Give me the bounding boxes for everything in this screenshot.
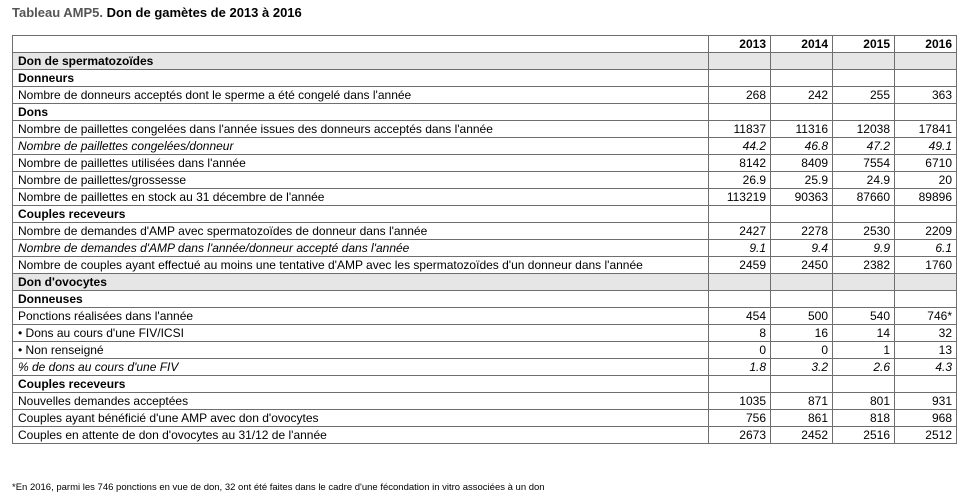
row-label: Nombre de paillettes congelées/donneur [13,138,709,155]
value-cell: 500 [771,308,833,325]
empty-cell [895,70,957,87]
year-header: 2015 [833,36,895,53]
empty-cell [709,206,771,223]
value-cell: 12038 [833,121,895,138]
value-cell: 2452 [771,427,833,444]
footnote: *En 2016, parmi les 746 ponctions en vue de don, 32 ont été faites dans le cadre d'une fécondation in vitro associées à un don [12,482,545,493]
value-cell: 8 [709,325,771,342]
row-label: Nombre de paillettes/grossesse [13,172,709,189]
section-row [13,274,957,291]
value-cell: 44.2 [709,138,771,155]
empty-cell [709,376,771,393]
table-row [13,308,957,325]
row-label: Nombre de demandes d'AMP avec spermatozoïdes de donneur dans l'année [13,223,709,240]
value-cell: 17841 [895,121,957,138]
table-row [13,138,957,155]
value-cell: 3.2 [771,359,833,376]
empty-cell [709,104,771,121]
empty-cell [833,206,895,223]
value-cell: 0 [771,342,833,359]
value-cell: 8409 [771,155,833,172]
value-cell: 11837 [709,121,771,138]
row-label: Nombre de demandes d'AMP dans l'année/donneur accepté dans l'année [13,240,709,257]
value-cell: 24.9 [833,172,895,189]
value-cell: 2209 [895,223,957,240]
table-code: Tableau AMP5. [12,5,104,20]
empty-cell [895,274,957,291]
table-row [13,240,957,257]
row-label: Donneuses [13,291,709,308]
value-cell: 1760 [895,257,957,274]
value-cell: 2459 [709,257,771,274]
value-cell: 2278 [771,223,833,240]
year-header: 2014 [771,36,833,53]
year-header: 2013 [709,36,771,53]
value-cell: 2516 [833,427,895,444]
header-label-cell [13,36,709,53]
empty-cell [895,291,957,308]
table-row [13,87,957,104]
value-cell: 8142 [709,155,771,172]
row-label: • Non renseigné [13,342,709,359]
empty-cell [771,291,833,308]
empty-cell [709,53,771,70]
value-cell: 90363 [771,189,833,206]
value-cell: 0 [709,342,771,359]
value-cell: 25.9 [771,172,833,189]
row-label: Don de spermatozoïdes [13,53,709,70]
empty-cell [771,70,833,87]
value-cell: 968 [895,410,957,427]
subsection-row [13,206,957,223]
amp5-table [12,35,957,444]
row-label: Couples receveurs [13,206,709,223]
row-label: Nombre de couples ayant effectué au moins une tentative d'AMP avec les spermatozoïdes d'un donneur dans l'année [13,257,709,274]
value-cell: 2382 [833,257,895,274]
table-row [13,155,957,172]
table-row [13,342,957,359]
empty-cell [709,291,771,308]
empty-cell [895,104,957,121]
value-cell: 2427 [709,223,771,240]
value-cell: 540 [833,308,895,325]
row-label: Couples receveurs [13,376,709,393]
row-label: Couples ayant bénéficié d'une AMP avec don d'ovocytes [13,410,709,427]
row-label: % de dons au cours d'une FIV [13,359,709,376]
empty-cell [833,53,895,70]
value-cell: 89896 [895,189,957,206]
value-cell: 363 [895,87,957,104]
value-cell: 861 [771,410,833,427]
value-cell: 14 [833,325,895,342]
value-cell: 756 [709,410,771,427]
value-cell: 871 [771,393,833,410]
value-cell: 1.8 [709,359,771,376]
value-cell: 931 [895,393,957,410]
empty-cell [771,376,833,393]
row-label: Ponctions réalisées dans l'année [13,308,709,325]
value-cell: 1 [833,342,895,359]
empty-cell [833,376,895,393]
empty-cell [709,274,771,291]
value-cell: 818 [833,410,895,427]
empty-cell [895,53,957,70]
table-row [13,393,957,410]
value-cell: 2512 [895,427,957,444]
value-cell: 2673 [709,427,771,444]
empty-cell [771,104,833,121]
empty-cell [771,206,833,223]
value-cell: 2.6 [833,359,895,376]
row-label: Don d'ovocytes [13,274,709,291]
value-cell: 9.1 [709,240,771,257]
empty-cell [833,274,895,291]
table-row [13,359,957,376]
row-label: Nouvelles demandes acceptées [13,393,709,410]
value-cell: 47.2 [833,138,895,155]
value-cell: 4.3 [895,359,957,376]
subsection-row [13,104,957,121]
header-row [13,36,957,53]
row-label: Nombre de paillettes en stock au 31 décembre de l'année [13,189,709,206]
value-cell: 13 [895,342,957,359]
value-cell: 16 [771,325,833,342]
table-row [13,223,957,240]
table-body [13,53,957,444]
subsection-row [13,376,957,393]
value-cell: 746* [895,308,957,325]
table-row [13,257,957,274]
value-cell: 6710 [895,155,957,172]
section-row [13,53,957,70]
value-cell: 9.9 [833,240,895,257]
value-cell: 87660 [833,189,895,206]
empty-cell [833,291,895,308]
row-label: • Dons au cours d'une FIV/ICSI [13,325,709,342]
value-cell: 9.4 [771,240,833,257]
value-cell: 46.8 [771,138,833,155]
table-title [12,5,302,20]
table-row [13,189,957,206]
empty-cell [709,70,771,87]
value-cell: 20 [895,172,957,189]
row-label: Nombre de paillettes congelées dans l'année issues des donneurs acceptés dans l'année [13,121,709,138]
table-title-text: Don de gamètes de 2013 à 2016 [106,5,302,20]
value-cell: 2530 [833,223,895,240]
row-label: Nombre de donneurs acceptés dont le sperme a été congelé dans l'année [13,87,709,104]
empty-cell [771,274,833,291]
empty-cell [895,376,957,393]
subsection-row [13,291,957,308]
value-cell: 6.1 [895,240,957,257]
value-cell: 32 [895,325,957,342]
row-label: Dons [13,104,709,121]
row-label: Nombre de paillettes utilisées dans l'année [13,155,709,172]
empty-cell [833,70,895,87]
value-cell: 11316 [771,121,833,138]
year-header: 2016 [895,36,957,53]
value-cell: 113219 [709,189,771,206]
row-label: Donneurs [13,70,709,87]
table-row [13,427,957,444]
empty-cell [895,206,957,223]
value-cell: 7554 [833,155,895,172]
value-cell: 49.1 [895,138,957,155]
value-cell: 801 [833,393,895,410]
subsection-row [13,70,957,87]
table-row [13,121,957,138]
table-row [13,410,957,427]
value-cell: 454 [709,308,771,325]
value-cell: 1035 [709,393,771,410]
empty-cell [771,53,833,70]
value-cell: 2450 [771,257,833,274]
table-row [13,172,957,189]
value-cell: 26.9 [709,172,771,189]
value-cell: 242 [771,87,833,104]
value-cell: 268 [709,87,771,104]
value-cell: 255 [833,87,895,104]
row-label: Couples en attente de don d'ovocytes au 31/12 de l'année [13,427,709,444]
table-row [13,325,957,342]
empty-cell [833,104,895,121]
